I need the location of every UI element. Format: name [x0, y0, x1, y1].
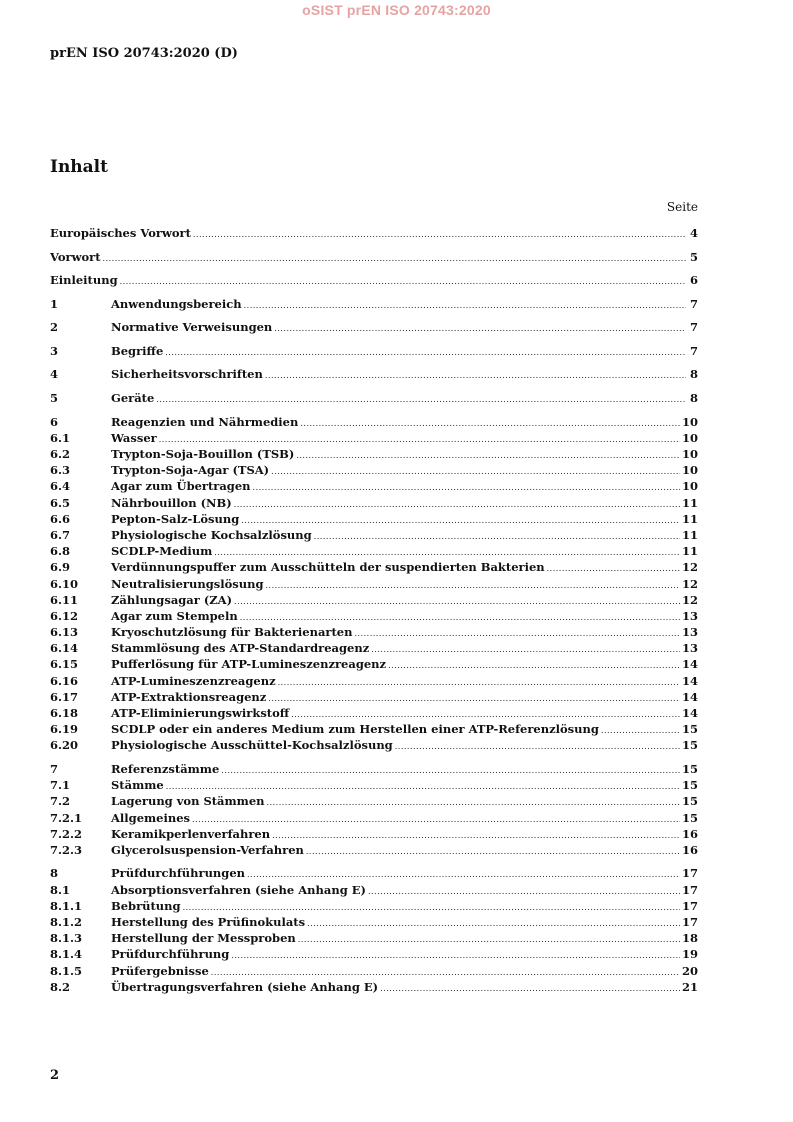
- toc-entry-page: 21: [681, 979, 698, 994]
- toc-entry-page: 10: [681, 414, 698, 429]
- toc-entry-title: Glycerolsuspension-Verfahren: [111, 842, 304, 857]
- toc-entry-page: 15: [681, 778, 698, 793]
- toc-entry-page: 10: [681, 463, 698, 478]
- toc-entry-page: 7: [689, 296, 698, 311]
- toc-entry-number: 8: [50, 866, 59, 881]
- toc-entry[interactable]: [50, 624, 698, 640]
- toc-entry-number: 6.10: [50, 576, 79, 591]
- toc-entry-title: Übertragungsverfahren (siehe Anhang E): [111, 979, 379, 994]
- toc-entry-title: Lagerung von Stämmen: [111, 794, 265, 809]
- toc-entry-title: SCDLP oder ein anderes Medium zum Herstellen einer ATP-Referenzlösung: [111, 722, 599, 737]
- toc-leader-dots: [380, 981, 680, 997]
- toc-leader-dots: [278, 675, 680, 691]
- toc-entry-title: Bebrütung: [111, 898, 181, 913]
- toc-entry[interactable]: [50, 495, 698, 511]
- toc-entry-number: 4: [50, 367, 59, 382]
- toc-entry-title: Verdünnungspuffer zum Ausschütteln der suspendierten Bakterien: [111, 560, 545, 575]
- toc-entry-page: 7: [689, 320, 698, 335]
- toc-entry-page: 14: [681, 657, 698, 672]
- toc-entry-page: 18: [681, 931, 698, 946]
- toc-entry-title: Prüfdurchführungen: [111, 866, 246, 881]
- toc-entry-number: 8.2: [50, 979, 71, 994]
- toc-entry[interactable]: [50, 673, 698, 689]
- toc-entry[interactable]: [50, 963, 698, 979]
- toc-entry-title: Nährbouillon (NB): [111, 495, 232, 510]
- toc-entry[interactable]: [50, 979, 698, 995]
- toc-entry-page: 15: [681, 761, 698, 776]
- toc-entry[interactable]: [50, 343, 698, 359]
- toc-entry-number: 7.2.1: [50, 810, 83, 825]
- toc-entry-number: 8.1.1: [50, 898, 83, 913]
- toc-entry-number: 7.1: [50, 778, 71, 793]
- toc-leader-dots: [221, 763, 680, 779]
- toc-entry-title: Physiologische Kochsalzlösung: [111, 527, 312, 542]
- toc-entry-page: 8: [689, 367, 698, 382]
- toc-entry-page: 12: [681, 576, 698, 591]
- toc-entry-page: 14: [681, 689, 698, 704]
- toc-heading: Inhalt: [50, 157, 108, 177]
- toc-entry[interactable]: [50, 865, 698, 881]
- toc-entry-number: 7.2.3: [50, 842, 83, 857]
- toc-entry[interactable]: [50, 946, 698, 962]
- toc-entry-page: 10: [681, 430, 698, 445]
- toc-leader-dots: [307, 916, 680, 932]
- toc-entry[interactable]: [50, 914, 698, 930]
- toc-entry-number: 1: [50, 296, 59, 311]
- toc-entry[interactable]: [50, 511, 698, 527]
- toc-entry-number: 6.12: [50, 608, 79, 623]
- toc-entry-title: Neutralisierungslösung: [111, 576, 264, 591]
- toc-entry-number: 8.1: [50, 882, 71, 897]
- toc-entry[interactable]: [50, 930, 698, 946]
- toc-entry-page: 14: [681, 706, 698, 720]
- toc-entry-page: 11: [681, 544, 698, 559]
- table-of-contents: [50, 225, 698, 995]
- toc-entry-page: 5: [689, 249, 698, 264]
- toc-entry-number: 6.4: [50, 479, 71, 494]
- toc-entry-title: Europäisches Vorwort: [50, 226, 191, 240]
- toc-entry-page: 17: [681, 866, 698, 881]
- toc-entry[interactable]: [50, 737, 698, 753]
- watermark: oSIST prEN ISO 20743:2020: [302, 2, 491, 18]
- toc-entry-number: 6.20: [50, 738, 79, 753]
- toc-entry-title: Trypton-Soja-Agar (TSA): [111, 463, 270, 478]
- toc-leader-dots: [368, 884, 680, 900]
- toc-leader-dots: [601, 723, 680, 739]
- toc-entry-number: 6.14: [50, 641, 79, 656]
- toc-entry[interactable]: [50, 705, 698, 721]
- toc-entry-title: Zählungsagar (ZA): [111, 592, 233, 607]
- toc-entry-title: Agar zum Stempeln: [111, 608, 238, 623]
- toc-entry-title: Absorptionsverfahren (siehe Anhang E): [111, 882, 366, 897]
- toc-entry[interactable]: [50, 810, 698, 826]
- toc-entry[interactable]: [50, 430, 698, 446]
- toc-entry-number: 6.18: [50, 706, 79, 720]
- toc-entry-number: 6.9: [50, 560, 71, 575]
- toc-entry-page: 6: [689, 273, 698, 288]
- toc-entry-page: 11: [681, 495, 698, 510]
- toc-entry[interactable]: [50, 576, 698, 592]
- toc-entry[interactable]: [50, 296, 698, 312]
- toc-entry-number: 6.5: [50, 495, 71, 510]
- toc-leader-dots: [354, 626, 680, 642]
- toc-entry-page: 19: [681, 947, 698, 962]
- toc-entry-number: 6.16: [50, 673, 79, 688]
- toc-entry-title: Begriffe: [111, 343, 164, 358]
- toc-entry-number: 6.3: [50, 463, 71, 478]
- toc-entry-title: Prüfdurchführung: [111, 947, 230, 962]
- toc-entry-page: 4: [689, 226, 698, 240]
- toc-entry-number: 2: [50, 320, 59, 335]
- toc-leader-dots: [234, 594, 680, 610]
- toc-leader-dots: [271, 464, 680, 480]
- toc-leader-dots: [395, 739, 680, 755]
- toc-leader-dots: [388, 658, 680, 674]
- toc-entry[interactable]: [50, 559, 698, 575]
- toc-entry-title: ATP-Extraktionsreagenz: [111, 689, 267, 704]
- toc-entry-page: 20: [681, 963, 698, 978]
- toc-entry-page: 16: [681, 826, 698, 841]
- toc-leader-dots: [253, 480, 680, 496]
- toc-entry-title: Referenzstämme: [111, 761, 220, 776]
- toc-entry[interactable]: [50, 608, 698, 624]
- toc-entry[interactable]: [50, 272, 698, 288]
- toc-entry-number: 6.17: [50, 689, 79, 704]
- toc-entry-title: Physiologische Ausschüttel-Kochsalzlösung: [111, 738, 393, 753]
- toc-entry-title: Wasser: [111, 430, 157, 445]
- toc-entry[interactable]: [50, 826, 698, 842]
- toc-entry[interactable]: [50, 446, 698, 462]
- toc-entry-page: 12: [681, 592, 698, 607]
- toc-entry-title: Herstellung der Messproben: [111, 931, 296, 946]
- page-number: 2: [50, 1068, 60, 1083]
- toc-leader-dots: [371, 642, 680, 658]
- toc-leader-dots: [547, 561, 680, 577]
- toc-entry-title: Normative Verweisungen: [111, 320, 273, 335]
- toc-entry-number: 7.2.2: [50, 826, 83, 841]
- toc-entry-page: 17: [681, 882, 698, 897]
- toc-entry-title: SCDLP-Medium: [111, 544, 213, 559]
- toc-entry[interactable]: [50, 366, 698, 382]
- toc-entry-number: 6.13: [50, 625, 79, 640]
- toc-entry-page: 7: [689, 343, 698, 358]
- toc-entry-title: Pepton-Salz-Lösung: [111, 511, 240, 526]
- toc-entry-page: 11: [681, 511, 698, 526]
- toc-entry[interactable]: [50, 777, 698, 793]
- toc-entry-title: Trypton-Soja-Bouillon (TSB): [111, 447, 295, 461]
- toc-entry[interactable]: [50, 319, 698, 335]
- toc-entry-title: Prüfergebnisse: [111, 963, 209, 978]
- toc-entry[interactable]: [50, 390, 698, 406]
- toc-entry-number: 3: [50, 343, 59, 358]
- toc-entry-title: Geräte: [111, 391, 155, 406]
- toc-leader-dots: [231, 948, 680, 964]
- toc-entry-number: 5: [50, 391, 59, 406]
- toc-entry[interactable]: [50, 414, 698, 430]
- toc-entry-page: 16: [681, 842, 698, 857]
- toc-entry-title: Pufferlösung für ATP-Lumineszenzreagenz: [111, 657, 387, 672]
- toc-entry-number: 6.19: [50, 722, 79, 737]
- toc-leader-dots: [300, 416, 680, 432]
- toc-entry-title: Sicherheitsvorschriften: [111, 367, 263, 382]
- toc-entry-number: 8.1.5: [50, 963, 83, 978]
- toc-entry[interactable]: [50, 543, 698, 559]
- toc-entry-page: 13: [681, 625, 698, 640]
- toc-entry-title: ATP-Eliminierungswirkstoff: [111, 706, 290, 720]
- toc-leader-dots: [103, 251, 686, 267]
- toc-leader-dots: [272, 828, 680, 844]
- toc-leader-dots: [156, 392, 686, 408]
- toc-leader-dots: [268, 691, 680, 707]
- toc-leader-dots: [306, 844, 680, 860]
- toc-entry-number: 8.1.3: [50, 931, 83, 946]
- toc-entry[interactable]: [50, 842, 698, 858]
- toc-entry[interactable]: [50, 462, 698, 478]
- toc-leader-dots: [274, 321, 686, 337]
- toc-entry-number: 6.8: [50, 544, 71, 559]
- toc-entry-title: Anwendungsbereich: [111, 296, 242, 311]
- toc-entry-page: 17: [681, 898, 698, 913]
- toc-entry-page: 10: [681, 447, 698, 461]
- toc-entry-number: 6.2: [50, 447, 71, 461]
- toc-entry-number: 8.1.2: [50, 915, 83, 930]
- toc-entry-title: Stammlösung des ATP-Standardreagenz: [111, 641, 370, 656]
- toc-leader-dots: [298, 932, 680, 948]
- toc-entry-number: 6.11: [50, 592, 79, 607]
- toc-leader-dots: [265, 368, 686, 384]
- toc-entry-page: 8: [689, 391, 698, 406]
- toc-entry-page: 13: [681, 641, 698, 656]
- toc-entry[interactable]: [50, 761, 698, 777]
- toc-entry[interactable]: [50, 592, 698, 608]
- toc-entry-title: Einleitung: [50, 273, 118, 288]
- toc-entry-title: Kryoschutzlösung für Bakterienarten: [111, 625, 353, 640]
- toc-entry-page: 13: [681, 608, 698, 623]
- toc-entry[interactable]: [50, 640, 698, 656]
- document-id: prEN ISO 20743:2020 (D): [50, 46, 238, 61]
- toc-leader-dots: [193, 227, 686, 243]
- toc-entry[interactable]: [50, 225, 698, 241]
- toc-entry-number: 7: [50, 761, 59, 776]
- toc-leader-dots: [120, 274, 686, 290]
- toc-entry[interactable]: [50, 478, 698, 494]
- toc-entry-page: 15: [681, 722, 698, 737]
- toc-entry-page: 15: [681, 794, 698, 809]
- toc-entry[interactable]: [50, 689, 698, 705]
- toc-entry-title: Agar zum Übertragen: [111, 479, 251, 494]
- toc-entry-number: 6.1: [50, 430, 71, 445]
- toc-leader-dots: [265, 578, 680, 594]
- toc-entry-number: 6.7: [50, 527, 71, 542]
- toc-entry[interactable]: [50, 721, 698, 737]
- toc-entry-title: Reagenzien und Nährmedien: [111, 414, 299, 429]
- toc-entry-title: Herstellung des Prüfinokulats: [111, 915, 306, 930]
- toc-entry-number: 7.2: [50, 794, 71, 809]
- toc-entry-title: ATP-Lumineszenzreagenz: [111, 673, 276, 688]
- toc-entry-page: 17: [681, 915, 698, 930]
- toc-entry-number: 6.6: [50, 511, 71, 526]
- toc-entry[interactable]: [50, 656, 698, 672]
- toc-entry-page: 10: [681, 479, 698, 494]
- toc-entry-page: 14: [681, 673, 698, 688]
- toc-entry-title: Allgemeines: [111, 810, 191, 825]
- toc-entry-page: 15: [681, 738, 698, 753]
- toc-entry-title: Vorwort: [50, 249, 101, 264]
- toc-entry[interactable]: [50, 527, 698, 543]
- toc-entry-number: 8.1.4: [50, 947, 83, 962]
- toc-entry-page: 15: [681, 810, 698, 825]
- toc-entry[interactable]: [50, 898, 698, 914]
- toc-leader-dots: [296, 448, 680, 464]
- page-column-label: Seite: [666, 200, 698, 214]
- toc-entry-page: 12: [681, 560, 698, 575]
- toc-entry-title: Keramikperlenverfahren: [111, 826, 271, 841]
- toc-entry-number: 6: [50, 414, 59, 429]
- toc-leader-dots: [165, 345, 686, 361]
- toc-leader-dots: [244, 298, 686, 314]
- toc-entry-title: Stämme: [111, 778, 164, 793]
- toc-leader-dots: [267, 795, 680, 811]
- toc-entry-number: 6.15: [50, 657, 79, 672]
- toc-leader-dots: [314, 529, 680, 545]
- toc-entry[interactable]: [50, 882, 698, 898]
- toc-entry[interactable]: [50, 793, 698, 809]
- toc-leader-dots: [234, 497, 680, 513]
- toc-entry[interactable]: [50, 249, 698, 265]
- toc-entry-page: 11: [681, 527, 698, 542]
